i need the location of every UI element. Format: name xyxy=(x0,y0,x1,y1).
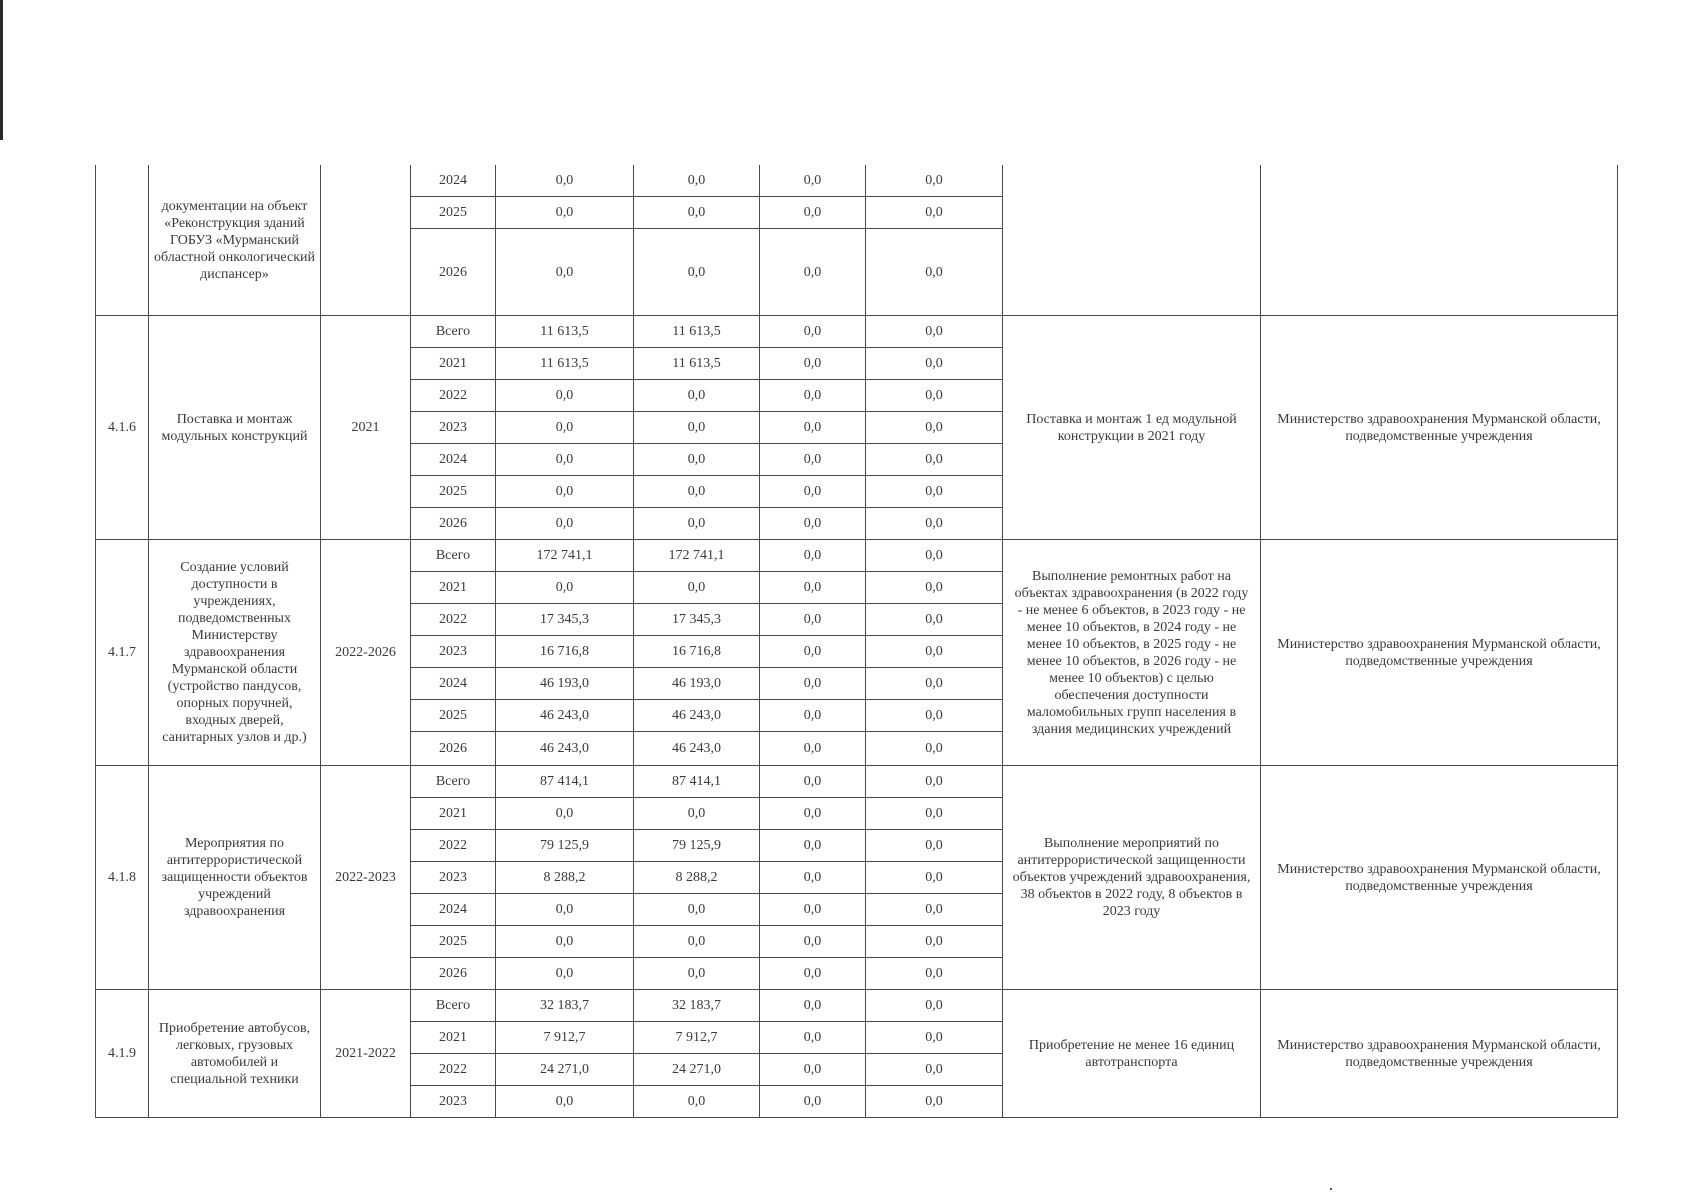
federal-budget-cell: 0,0 xyxy=(760,958,866,990)
year-cell: Всего xyxy=(411,540,496,572)
regional-budget-cell: 7 912,7 xyxy=(634,1022,760,1054)
federal-budget-cell: 0,0 xyxy=(760,668,866,700)
year-cell: 2023 xyxy=(411,636,496,668)
total-cell: 46 243,0 xyxy=(496,732,634,766)
year-cell: 2023 xyxy=(411,412,496,444)
federal-budget-cell: 0,0 xyxy=(760,636,866,668)
table-row xyxy=(96,540,1618,572)
other-sources-cell: 0,0 xyxy=(866,412,1003,444)
total-cell: 0,0 xyxy=(496,798,634,830)
item-period-cell: 2021-2022 xyxy=(321,990,411,1118)
regional-budget-cell: 0,0 xyxy=(634,798,760,830)
table-row xyxy=(96,766,1618,798)
total-cell: 46 243,0 xyxy=(496,700,634,732)
total-cell: 11 613,5 xyxy=(496,316,634,348)
regional-budget-cell: 0,0 xyxy=(634,380,760,412)
total-cell: 24 271,0 xyxy=(496,1054,634,1086)
total-cell: 32 183,7 xyxy=(496,990,634,1022)
item-executor-cell: Министерство здравоохранения Мурманской области, подведомственные учреждения xyxy=(1261,540,1618,766)
other-sources-cell: 0,0 xyxy=(866,1054,1003,1086)
regional-budget-cell: 24 271,0 xyxy=(634,1054,760,1086)
year-cell: 2022 xyxy=(411,380,496,412)
year-cell: 2025 xyxy=(411,476,496,508)
federal-budget-cell: 0,0 xyxy=(760,798,866,830)
year-cell: 2023 xyxy=(411,1086,496,1118)
other-sources-cell: 0,0 xyxy=(866,1086,1003,1118)
regional-budget-cell: 0,0 xyxy=(634,958,760,990)
regional-budget-cell: 46 243,0 xyxy=(634,732,760,766)
federal-budget-cell: 0,0 xyxy=(760,444,866,476)
other-sources-cell: 0,0 xyxy=(866,926,1003,958)
item-period-cell: 2022-2026 xyxy=(321,540,411,766)
item-name-cell: Мероприятия по антитеррористической защищенности объектов учреждений здравоохранения xyxy=(149,766,321,990)
federal-budget-cell: 0,0 xyxy=(760,316,866,348)
year-cell: 2025 xyxy=(411,700,496,732)
other-sources-cell: 0,0 xyxy=(866,229,1003,316)
other-sources-cell: 0,0 xyxy=(866,830,1003,862)
item-code-cell: 4.1.7 xyxy=(96,540,149,766)
other-sources-cell: 0,0 xyxy=(866,165,1003,197)
regional-budget-cell: 0,0 xyxy=(634,572,760,604)
federal-budget-cell: 0,0 xyxy=(760,165,866,197)
regional-budget-cell: 0,0 xyxy=(634,165,760,197)
other-sources-cell: 0,0 xyxy=(866,380,1003,412)
year-cell: 2024 xyxy=(411,894,496,926)
item-code-cell: 4.1.8 xyxy=(96,766,149,990)
federal-budget-cell: 0,0 xyxy=(760,926,866,958)
regional-budget-cell: 87 414,1 xyxy=(634,766,760,798)
regional-budget-cell: 32 183,7 xyxy=(634,990,760,1022)
year-cell: 2024 xyxy=(411,165,496,197)
year-cell: 2021 xyxy=(411,348,496,380)
item-code-cell: 4.1.6 xyxy=(96,316,149,540)
regional-budget-cell: 8 288,2 xyxy=(634,862,760,894)
item-name-cell: Приобретение автобусов, легковых, грузовых автомобилей и специальной техники xyxy=(149,990,321,1118)
federal-budget-cell: 0,0 xyxy=(760,830,866,862)
total-cell: 0,0 xyxy=(496,380,634,412)
item-period-cell: 2022-2023 xyxy=(321,766,411,990)
other-sources-cell: 0,0 xyxy=(866,348,1003,380)
year-cell: 2023 xyxy=(411,862,496,894)
regional-budget-cell: 16 716,8 xyxy=(634,636,760,668)
item-period-cell xyxy=(321,165,411,316)
scan-speck xyxy=(1330,1188,1332,1190)
page-edge-mark xyxy=(0,0,3,140)
federal-budget-cell: 0,0 xyxy=(760,732,866,766)
federal-budget-cell: 0,0 xyxy=(760,572,866,604)
total-cell: 0,0 xyxy=(496,894,634,926)
regional-budget-cell: 0,0 xyxy=(634,444,760,476)
federal-budget-cell: 0,0 xyxy=(760,229,866,316)
table-row xyxy=(96,316,1618,348)
regional-budget-cell: 0,0 xyxy=(634,476,760,508)
regional-budget-cell: 17 345,3 xyxy=(634,604,760,636)
year-cell: 2022 xyxy=(411,1054,496,1086)
regional-budget-cell: 0,0 xyxy=(634,1086,760,1118)
total-cell: 0,0 xyxy=(496,165,634,197)
federal-budget-cell: 0,0 xyxy=(760,604,866,636)
federal-budget-cell: 0,0 xyxy=(760,700,866,732)
other-sources-cell: 0,0 xyxy=(866,636,1003,668)
item-code-cell xyxy=(96,165,149,316)
federal-budget-cell: 0,0 xyxy=(760,990,866,1022)
total-cell: 11 613,5 xyxy=(496,348,634,380)
other-sources-cell: 0,0 xyxy=(866,540,1003,572)
other-sources-cell: 0,0 xyxy=(866,700,1003,732)
item-executor-cell xyxy=(1261,165,1618,316)
total-cell: 17 345,3 xyxy=(496,604,634,636)
regional-budget-cell: 46 193,0 xyxy=(634,668,760,700)
total-cell: 79 125,9 xyxy=(496,830,634,862)
federal-budget-cell: 0,0 xyxy=(760,197,866,229)
other-sources-cell: 0,0 xyxy=(866,732,1003,766)
federal-budget-cell: 0,0 xyxy=(760,348,866,380)
total-cell: 0,0 xyxy=(496,412,634,444)
year-cell: 2026 xyxy=(411,958,496,990)
year-cell: 2022 xyxy=(411,830,496,862)
federal-budget-cell: 0,0 xyxy=(760,508,866,540)
regional-budget-cell: 79 125,9 xyxy=(634,830,760,862)
year-cell: 2024 xyxy=(411,444,496,476)
year-cell: Всего xyxy=(411,990,496,1022)
federal-budget-cell: 0,0 xyxy=(760,862,866,894)
item-executor-cell: Министерство здравоохранения Мурманской области, подведомственные учреждения xyxy=(1261,316,1618,540)
other-sources-cell: 0,0 xyxy=(866,1022,1003,1054)
regional-budget-cell: 0,0 xyxy=(634,197,760,229)
federal-budget-cell: 0,0 xyxy=(760,380,866,412)
other-sources-cell: 0,0 xyxy=(866,990,1003,1022)
program-activities-table xyxy=(95,165,1618,1118)
total-cell: 172 741,1 xyxy=(496,540,634,572)
item-code-cell: 4.1.9 xyxy=(96,990,149,1118)
year-cell: 2025 xyxy=(411,197,496,229)
total-cell: 87 414,1 xyxy=(496,766,634,798)
table-row xyxy=(96,165,1618,197)
other-sources-cell: 0,0 xyxy=(866,197,1003,229)
federal-budget-cell: 0,0 xyxy=(760,1054,866,1086)
total-cell: 7 912,7 xyxy=(496,1022,634,1054)
other-sources-cell: 0,0 xyxy=(866,862,1003,894)
federal-budget-cell: 0,0 xyxy=(760,894,866,926)
total-cell: 46 193,0 xyxy=(496,668,634,700)
other-sources-cell: 0,0 xyxy=(866,444,1003,476)
other-sources-cell: 0,0 xyxy=(866,508,1003,540)
item-executor-cell: Министерство здравоохранения Мурманской области, подведомственные учреждения xyxy=(1261,766,1618,990)
regional-budget-cell: 11 613,5 xyxy=(634,348,760,380)
year-cell: 2021 xyxy=(411,798,496,830)
total-cell: 0,0 xyxy=(496,197,634,229)
item-result-cell: Выполнение ремонтных работ на объектах здравоохранения (в 2022 году - не менее 6 объектов, в 2023 году - не менее 10 объектов, в 2024 году - не менее 10 объектов, в 2025 году - не менее 10 объектов, в 2026 году - не менее 10 объектов) с целью обеспечения доступности маломобильных групп населения в здания медицинских учреждений xyxy=(1003,540,1261,766)
federal-budget-cell: 0,0 xyxy=(760,1022,866,1054)
total-cell: 0,0 xyxy=(496,572,634,604)
regional-budget-cell: 0,0 xyxy=(634,926,760,958)
total-cell: 0,0 xyxy=(496,958,634,990)
item-result-cell: Выполнение мероприятий по антитеррористической защищенности объектов учреждений здравоохранения, 38 объектов в 2022 году, 8 объектов в 2023 году xyxy=(1003,766,1261,990)
other-sources-cell: 0,0 xyxy=(866,798,1003,830)
regional-budget-cell: 0,0 xyxy=(634,412,760,444)
table-row xyxy=(96,990,1618,1022)
year-cell: 2025 xyxy=(411,926,496,958)
year-cell: 2024 xyxy=(411,668,496,700)
other-sources-cell: 0,0 xyxy=(866,894,1003,926)
federal-budget-cell: 0,0 xyxy=(760,412,866,444)
year-cell: 2026 xyxy=(411,508,496,540)
other-sources-cell: 0,0 xyxy=(866,668,1003,700)
regional-budget-cell: 11 613,5 xyxy=(634,316,760,348)
regional-budget-cell: 172 741,1 xyxy=(634,540,760,572)
year-cell: 2021 xyxy=(411,572,496,604)
item-period-cell: 2021 xyxy=(321,316,411,540)
item-result-cell: Приобретение не менее 16 единиц автотранспорта xyxy=(1003,990,1261,1118)
federal-budget-cell: 0,0 xyxy=(760,540,866,572)
other-sources-cell: 0,0 xyxy=(866,572,1003,604)
federal-budget-cell: 0,0 xyxy=(760,1086,866,1118)
item-name-cell: Создание условий доступности в учреждениях, подведомственных Министерству здравоохранения Мурманской области (устройство пандусов, опорных поручней, входных дверей, санитарных узлов и др.) xyxy=(149,540,321,766)
federal-budget-cell: 0,0 xyxy=(760,476,866,508)
regional-budget-cell: 46 243,0 xyxy=(634,700,760,732)
item-executor-cell: Министерство здравоохранения Мурманской области, подведомственные учреждения xyxy=(1261,990,1618,1118)
year-cell: Всего xyxy=(411,316,496,348)
total-cell: 16 716,8 xyxy=(496,636,634,668)
total-cell: 0,0 xyxy=(496,508,634,540)
total-cell: 8 288,2 xyxy=(496,862,634,894)
total-cell: 0,0 xyxy=(496,926,634,958)
other-sources-cell: 0,0 xyxy=(866,958,1003,990)
item-result-cell xyxy=(1003,165,1261,316)
other-sources-cell: 0,0 xyxy=(866,476,1003,508)
total-cell: 0,0 xyxy=(496,229,634,316)
total-cell: 0,0 xyxy=(496,476,634,508)
year-cell: 2026 xyxy=(411,229,496,316)
federal-budget-cell: 0,0 xyxy=(760,766,866,798)
year-cell: 2021 xyxy=(411,1022,496,1054)
regional-budget-cell: 0,0 xyxy=(634,894,760,926)
year-cell: 2022 xyxy=(411,604,496,636)
regional-budget-cell: 0,0 xyxy=(634,229,760,316)
item-name-cell: документации на объект «Реконструкция зданий ГОБУЗ «Мурманский областной онкологический диспансер» xyxy=(149,165,321,316)
item-name-cell: Поставка и монтаж модульных конструкций xyxy=(149,316,321,540)
total-cell: 0,0 xyxy=(496,444,634,476)
total-cell: 0,0 xyxy=(496,1086,634,1118)
item-result-cell: Поставка и монтаж 1 ед модульной конструкции в 2021 году xyxy=(1003,316,1261,540)
other-sources-cell: 0,0 xyxy=(866,316,1003,348)
regional-budget-cell: 0,0 xyxy=(634,508,760,540)
year-cell: 2026 xyxy=(411,732,496,766)
year-cell: Всего xyxy=(411,766,496,798)
other-sources-cell: 0,0 xyxy=(866,604,1003,636)
other-sources-cell: 0,0 xyxy=(866,766,1003,798)
